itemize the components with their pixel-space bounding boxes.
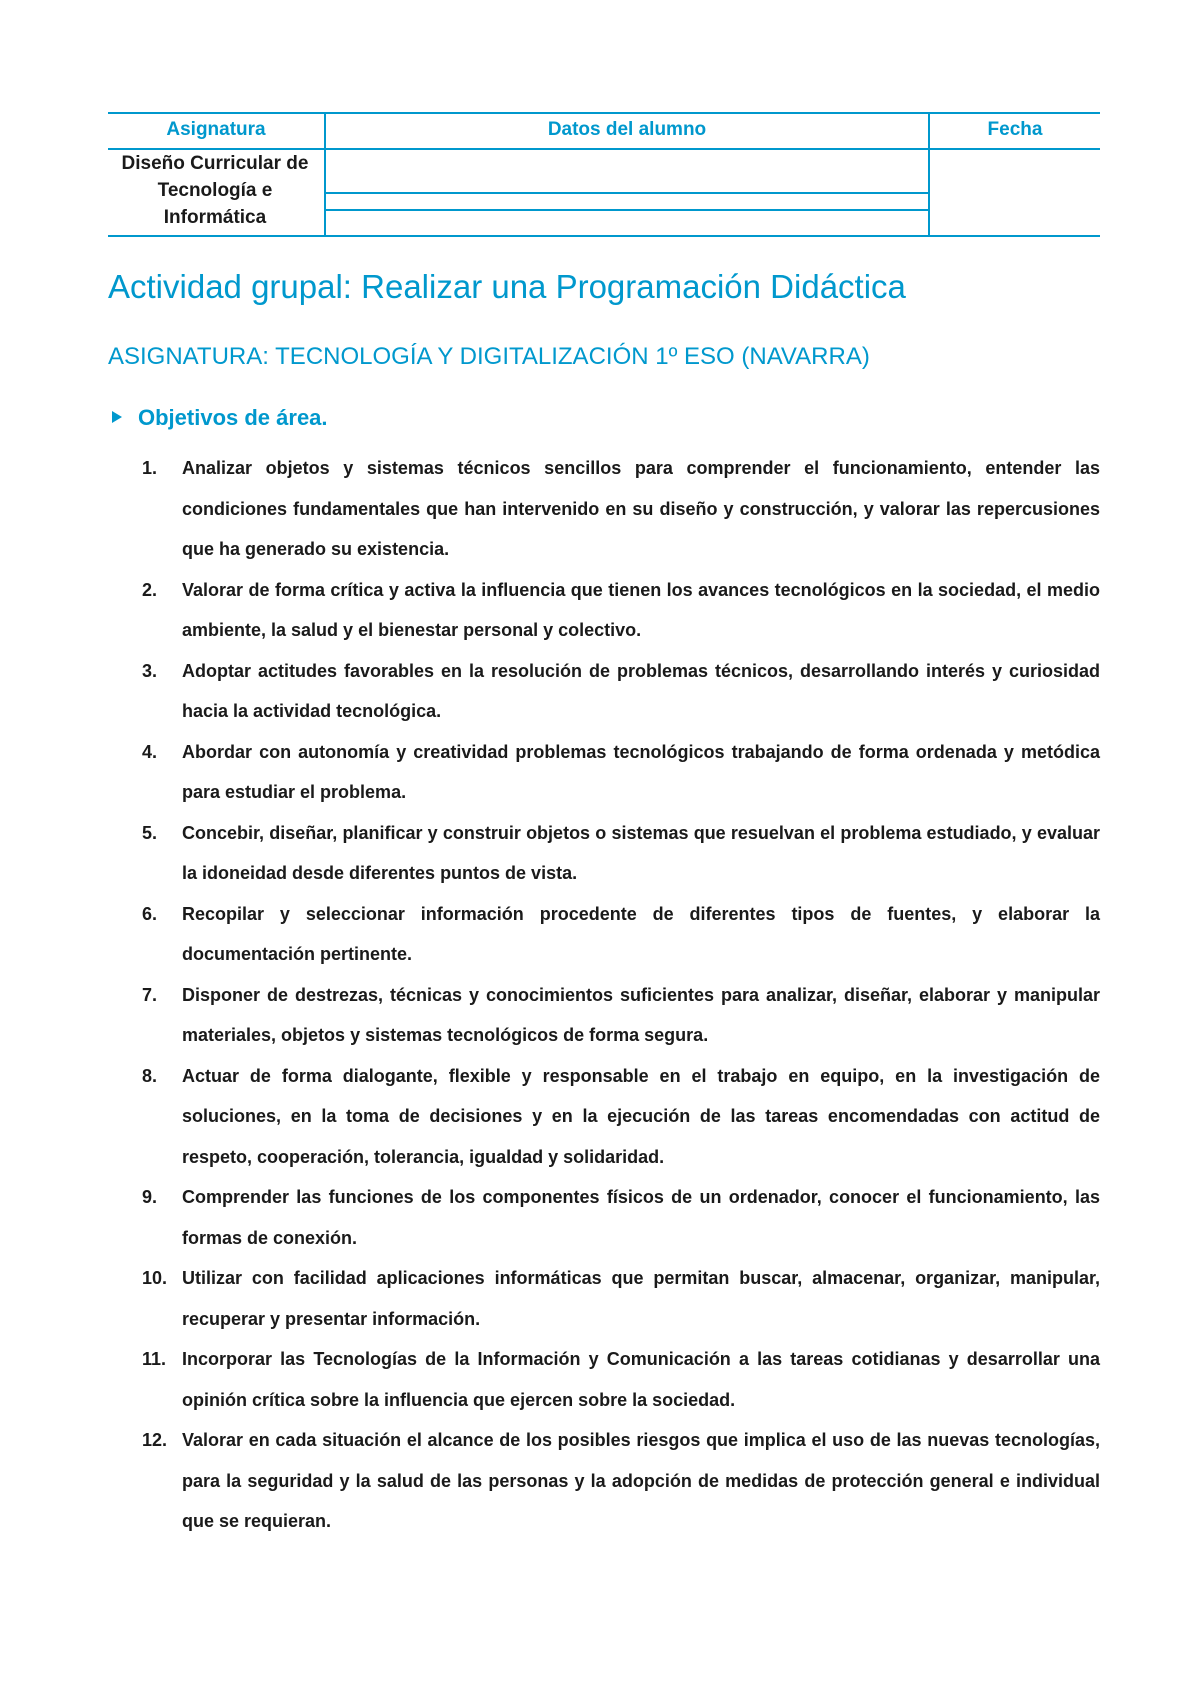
list-item [142, 732, 1100, 813]
header-table [108, 112, 1100, 237]
item-number: 11. [142, 1349, 167, 1369]
section-heading-text: Objetivos de área. [138, 405, 328, 430]
item-number: 3. [142, 660, 158, 681]
item-text: Abordar con autonomía y creatividad problemas tecnológicos trabajando de forma ordenada y metódica para estudiar el problema. [182, 741, 1100, 802]
page-title: Actividad grupal: Realizar una Programación Didáctica [108, 268, 906, 305]
list-item [142, 1258, 1100, 1339]
item-text: Disponer de destrezas, técnicas y conocimientos suficientes para analizar, diseñar, elaborar y manipular materiales, objetos y sistemas tecnológicos de forma segura. [182, 984, 1100, 1045]
list-item [142, 1177, 1100, 1258]
table-border-bottom [108, 235, 1100, 237]
section-heading [112, 405, 328, 431]
item-number: 4. [142, 741, 158, 762]
objectives-list [142, 448, 1100, 1542]
list-item [142, 975, 1100, 1056]
subject-heading: ASIGNATURA: TECNOLOGÍA Y DIGITALIZACIÓN 1º ESO (NAVARRA) [108, 343, 870, 370]
triangle-bullet-icon [112, 411, 122, 423]
item-number: 7. [142, 984, 158, 1005]
item-number: 12. [142, 1430, 168, 1450]
item-number: 1. [142, 458, 158, 478]
item-number: 6. [142, 903, 158, 924]
subject-value: Diseño Curricular de Tecnología e Informática [121, 153, 309, 228]
item-text: Comprender las funciones de los componentes físicos de un ordenador, conocer el funcionamiento, las formas de conexión. [182, 1187, 1100, 1248]
item-text: Adoptar actitudes favorables en la resolución de problemas técnicos, desarrollando interés y curiosidad hacia la actividad tecnológica. [182, 660, 1100, 721]
item-text: Concebir, diseñar, planificar y construir objetos o sistemas que resuelvan el problema estudiado, y evaluar la idoneidad desde diferentes puntos de vista. [182, 822, 1100, 883]
item-text: Recopilar y seleccionar información procedente de diferentes tipos de fuentes, y elaborar la documentación pertinente. [182, 903, 1100, 964]
list-item [142, 1056, 1100, 1178]
list-item [142, 448, 1100, 570]
item-text: Valorar en cada situación el alcance de los posibles riesgos que implica el uso de las nuevas tecnologías, para la seguridad y la salud de las personas y la adopción de medidas de protección general e individual que se requieran. [182, 1430, 1100, 1531]
student-field-line-1 [326, 192, 930, 194]
list-item [142, 1339, 1100, 1420]
list-item [142, 570, 1100, 651]
student-field-line-2 [326, 209, 930, 211]
date-label: Fecha [987, 119, 1043, 140]
item-text: Valorar de forma crítica y activa la influencia que tienen los avances tecnológicos en la sociedad, el medio ambiente, la salud y el bienestar personal y colectivo. [182, 579, 1100, 640]
item-text: Utilizar con facilidad aplicaciones informáticas que permitan buscar, almacenar, organizar, manipular, recuperar y presentar información. [182, 1268, 1100, 1329]
list-item [142, 894, 1100, 975]
item-number: 2. [142, 579, 158, 600]
item-number: 8. [142, 1065, 158, 1086]
item-number: 10. [142, 1268, 168, 1288]
item-number: 9. [142, 1187, 158, 1207]
student-data-label: Datos del alumno [547, 119, 707, 140]
list-item [142, 813, 1100, 894]
item-text: Actuar de forma dialogante, flexible y responsable en el trabajo en equipo, en la investigación de soluciones, en la toma de decisiones y en la ejecución de las tareas encomendadas con actitud de respeto, cooperación, tolerancia, igualdad y solidaridad. [182, 1065, 1100, 1167]
list-item [142, 1420, 1100, 1542]
list-item [142, 651, 1100, 732]
item-text: Incorporar las Tecnologías de la Información y Comunicación a las tareas cotidianas y desarrollar una opinión crítica sobre la influencia que ejercen sobre la sociedad. [182, 1349, 1100, 1410]
subject-label: Asignatura [166, 119, 266, 140]
item-text: Analizar objetos y sistemas técnicos sencillos para comprender el funcionamiento, entender las condiciones fundamentales que han intervenido en su diseño y construcción, y valorar las repercusiones que ha generado su existencia. [182, 458, 1100, 559]
item-number: 5. [142, 822, 158, 843]
